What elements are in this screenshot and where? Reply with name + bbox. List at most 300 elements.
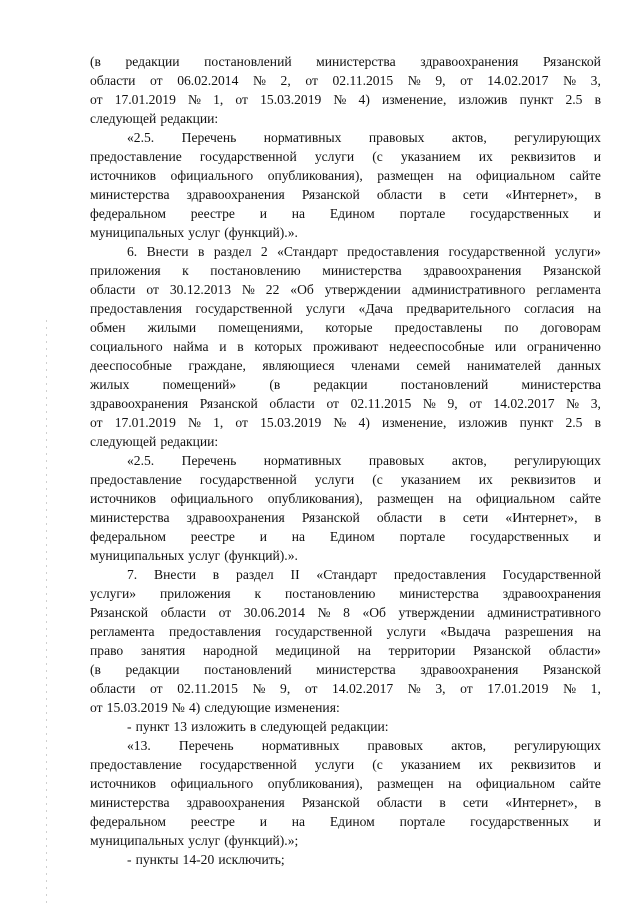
word: государственной	[195, 301, 293, 316]
word: услуги»	[90, 586, 137, 601]
word: от	[90, 415, 103, 430]
word: здравоохранения	[186, 510, 285, 525]
word: государственной	[199, 472, 297, 487]
text-line	[90, 204, 601, 223]
word: 30.06.2014	[243, 605, 305, 620]
word: официального	[170, 776, 254, 791]
word: от	[469, 396, 482, 411]
word: 15.03.2019	[260, 415, 322, 430]
text-line	[90, 90, 601, 109]
word: к	[254, 586, 262, 601]
word: от	[150, 73, 163, 88]
word: официальном	[475, 491, 555, 506]
word: раздел	[236, 567, 274, 582]
word: 2.5	[565, 415, 583, 430]
word: здравоохранения	[420, 54, 519, 69]
text-line	[90, 280, 601, 299]
word: области	[90, 681, 136, 696]
text-line	[90, 622, 601, 641]
word: приложения	[90, 263, 161, 278]
word: от	[150, 681, 163, 696]
word: области	[90, 73, 136, 88]
word: услуги	[386, 624, 426, 639]
word: 17.01.2019	[114, 415, 176, 430]
word: и	[593, 529, 601, 544]
word: и	[259, 206, 267, 221]
word: здравоохранения	[423, 263, 522, 278]
word: ограниченно	[527, 339, 601, 354]
word: Рязанской	[90, 605, 148, 620]
text-line	[90, 812, 601, 831]
word: социального	[90, 339, 163, 354]
word: опубликования),	[267, 491, 363, 506]
text-line	[90, 508, 601, 527]
word: №	[407, 73, 421, 88]
word: официального	[170, 168, 254, 183]
text-line	[90, 413, 601, 432]
word: предоставления	[90, 301, 183, 316]
word: являющиеся	[262, 358, 335, 373]
word: Рязанской	[542, 263, 601, 278]
word: постановлений	[204, 662, 292, 677]
word: министерства	[90, 510, 170, 525]
word: министерства	[399, 586, 479, 601]
word: услуг	[188, 548, 221, 563]
word: Перечень	[181, 130, 237, 145]
word: постановлений	[204, 54, 292, 69]
word: Рязанской	[301, 510, 360, 525]
word: и	[593, 149, 601, 164]
word: на	[357, 643, 371, 658]
word: пункты	[135, 852, 179, 867]
word: на	[291, 814, 306, 829]
word: административного	[411, 282, 526, 297]
word: в	[594, 92, 601, 107]
word: сети	[462, 510, 489, 525]
word: Рязанской	[542, 662, 601, 677]
word: на	[587, 301, 601, 316]
word: Рязанской	[199, 396, 258, 411]
word: №	[333, 92, 347, 107]
word: министерства	[316, 662, 396, 677]
text-line	[90, 470, 601, 489]
word: (в	[90, 662, 101, 677]
word: здравоохранения	[420, 662, 519, 677]
word: от	[235, 92, 248, 107]
word: правовых	[367, 738, 424, 753]
word: (в	[269, 377, 281, 392]
word: указанием	[400, 757, 461, 772]
word: области	[269, 396, 315, 411]
text-line	[90, 394, 601, 413]
word: раздел	[213, 244, 252, 259]
word: Внести	[154, 567, 196, 582]
word: 4)	[358, 92, 370, 107]
word: муниципальных	[90, 225, 185, 240]
word: следующей	[90, 434, 157, 449]
word: от	[218, 605, 232, 620]
word: данных	[557, 358, 601, 373]
word: «Стандарт	[277, 244, 338, 259]
word: в	[439, 187, 446, 202]
word: изменение,	[381, 92, 447, 107]
word: и	[593, 814, 601, 829]
word: области	[160, 605, 207, 620]
word: договорам	[540, 320, 601, 335]
word: занятия	[140, 643, 186, 658]
word: 2,	[280, 73, 291, 88]
word: №	[407, 681, 421, 696]
word: 14.02.2017	[332, 681, 394, 696]
word: Внести	[146, 244, 189, 259]
word: на	[448, 168, 462, 183]
word: пункт	[135, 719, 170, 734]
word: в	[594, 510, 601, 525]
word: здравоохранения	[502, 586, 601, 601]
word: на	[587, 624, 601, 639]
word: предоставлены	[394, 320, 483, 335]
word: жилыми	[147, 320, 197, 335]
word: по	[504, 320, 519, 335]
text-line	[90, 717, 601, 736]
word: 1,	[590, 681, 601, 696]
word: Едином	[329, 529, 375, 544]
word: государственной	[275, 624, 373, 639]
word: размещен	[377, 491, 434, 506]
word: федеральном	[90, 529, 166, 544]
text-line	[90, 698, 601, 717]
word: министерства	[90, 795, 170, 810]
word: в	[249, 719, 257, 734]
word: предоставление	[90, 149, 182, 164]
word: Государственной	[502, 567, 601, 582]
word: Едином	[329, 814, 375, 829]
word: портале	[399, 529, 446, 544]
word: в	[439, 510, 446, 525]
word: найма	[173, 339, 209, 354]
word: изложить	[191, 719, 246, 734]
word: редакции	[313, 377, 368, 392]
word: регулирующих	[514, 453, 601, 468]
word: в	[594, 795, 601, 810]
word: 2.5	[565, 92, 583, 107]
text-line	[90, 489, 601, 508]
text-line	[90, 641, 601, 660]
word: «Стандарт	[316, 567, 378, 582]
word: 22	[265, 282, 280, 297]
word: государственных	[470, 529, 569, 544]
word: 06.02.2014	[177, 73, 239, 88]
word: исключить;	[218, 852, 285, 867]
word: 17.01.2019	[487, 681, 549, 696]
word: услуги	[305, 301, 346, 316]
word: портале	[399, 814, 446, 829]
text-line	[90, 432, 601, 451]
word: области»	[548, 643, 601, 658]
word: II	[290, 567, 300, 582]
word: их	[478, 149, 493, 164]
word: которые	[325, 320, 373, 335]
word: реквизитов	[510, 757, 576, 772]
text-line	[90, 527, 601, 546]
word: право	[90, 643, 124, 658]
word: следующие	[204, 700, 271, 715]
word: государственной	[199, 757, 297, 772]
word: реестре	[190, 814, 235, 829]
word: к	[182, 263, 189, 278]
word: предоставления	[347, 244, 440, 259]
word: муниципальных	[90, 548, 185, 563]
word: помещений»	[162, 377, 237, 392]
text-line	[90, 850, 601, 869]
word: 02.11.2015	[332, 73, 394, 88]
word: №	[241, 282, 255, 297]
word: (функций).».	[224, 548, 298, 563]
text-line	[90, 128, 601, 147]
word: услуг	[188, 225, 221, 240]
word: 1,	[213, 92, 224, 107]
word: федеральном	[90, 206, 166, 221]
word: жилых	[90, 377, 130, 392]
text-line	[90, 736, 601, 755]
word: следующей	[260, 719, 327, 734]
word: официальном	[475, 168, 555, 183]
word: или	[494, 339, 517, 354]
word: источников	[90, 776, 157, 791]
word: утверждении	[398, 605, 475, 620]
word: редакции	[125, 662, 180, 677]
word: услуг	[188, 833, 221, 848]
word: портале	[399, 206, 446, 221]
word: актов,	[451, 453, 487, 468]
text-line	[90, 242, 601, 261]
word: указанием	[400, 149, 461, 164]
word: правовых	[368, 130, 425, 145]
word: в	[439, 795, 446, 810]
word: от	[146, 282, 159, 297]
word: 3,	[590, 73, 601, 88]
word: Рязанской	[301, 795, 360, 810]
word: «Интернет»,	[505, 187, 578, 202]
word: реквизитов	[510, 149, 576, 164]
word: №	[187, 92, 201, 107]
word: 7.	[127, 567, 138, 582]
word: области	[376, 510, 423, 525]
word: «2.5.	[127, 130, 155, 145]
word: от	[460, 73, 473, 88]
word: семей	[416, 358, 451, 373]
word: 13	[173, 719, 187, 734]
word: №	[252, 73, 266, 88]
word: сети	[462, 187, 489, 202]
text-line	[90, 565, 601, 584]
word: №	[563, 73, 577, 88]
word: от	[326, 396, 339, 411]
word: 3,	[590, 396, 601, 411]
text-line	[90, 337, 601, 356]
text-line	[90, 451, 601, 470]
word: федеральном	[90, 814, 166, 829]
word: и	[593, 472, 601, 487]
word: регламента	[536, 282, 601, 297]
word: актов,	[451, 130, 487, 145]
word: области	[90, 282, 136, 297]
word: их	[478, 472, 493, 487]
word: согласия	[524, 301, 575, 316]
word: 15.03.2019	[106, 700, 168, 715]
word: 8	[343, 605, 350, 620]
word: здравоохранения	[186, 187, 285, 202]
word: здравоохранения	[186, 795, 285, 810]
word: от	[90, 700, 103, 715]
word: изменение,	[381, 415, 447, 430]
word: №	[563, 681, 577, 696]
word: государственных	[470, 814, 569, 829]
word: на	[291, 529, 306, 544]
word: членами	[350, 358, 400, 373]
word: (функций).».	[224, 225, 298, 240]
word: и	[259, 529, 267, 544]
word: обмен	[90, 320, 126, 335]
word: редакции:	[160, 434, 219, 449]
word: услуги	[314, 757, 355, 772]
word: №	[171, 700, 185, 715]
word: 9,	[435, 73, 446, 88]
word: недееспособные	[389, 339, 485, 354]
text-line	[90, 584, 601, 603]
word: 30.12.2013	[169, 282, 231, 297]
word: редакции:	[160, 111, 219, 126]
word: изменения:	[274, 700, 340, 715]
word: №	[317, 605, 331, 620]
text-line	[90, 660, 601, 679]
word: от	[90, 92, 103, 107]
text-line	[90, 375, 601, 394]
word: здравоохранения	[90, 396, 189, 411]
word: 14.02.2017	[487, 73, 549, 88]
word: официальном	[475, 776, 555, 791]
word: сайте	[569, 491, 601, 506]
text-line	[90, 603, 601, 622]
word: постановлению	[285, 586, 376, 601]
word: и	[593, 757, 601, 772]
word: административного	[487, 605, 601, 620]
text-line	[90, 71, 601, 90]
text-line	[90, 185, 601, 204]
word: области	[376, 187, 423, 202]
word: №	[422, 396, 436, 411]
text-line	[90, 679, 601, 698]
word: сети	[462, 795, 489, 810]
word: 02.11.2015	[350, 396, 412, 411]
word: на	[291, 206, 306, 221]
word: в	[237, 339, 244, 354]
word: 02.11.2015	[177, 681, 238, 696]
word: дееспособные	[90, 358, 172, 373]
word: нормативных	[263, 130, 342, 145]
word: утверждении	[324, 282, 401, 297]
word: муниципальных	[90, 833, 185, 848]
word: №	[187, 415, 201, 430]
word: 1,	[213, 415, 224, 430]
word: от	[235, 415, 248, 430]
word: «Интернет»,	[505, 510, 578, 525]
word: пункт	[519, 415, 554, 430]
word: 4)	[188, 700, 201, 715]
word: 14-20	[182, 852, 215, 867]
word: «Об	[290, 282, 314, 297]
word: «Выдача	[440, 624, 491, 639]
word: на	[448, 491, 462, 506]
word: 17.01.2019	[114, 92, 176, 107]
word: предоставления	[393, 567, 486, 582]
word: их	[478, 757, 493, 772]
word: сайте	[569, 776, 601, 791]
word: сайте	[569, 168, 601, 183]
word: предоставление	[90, 757, 182, 772]
text-line	[90, 831, 601, 850]
word: 9,	[447, 396, 458, 411]
word: министерства	[90, 187, 170, 202]
word: №	[333, 415, 347, 430]
word: Рязанской	[542, 54, 601, 69]
word: от	[460, 681, 473, 696]
word: приложения	[159, 586, 231, 601]
word: пункт	[519, 92, 554, 107]
word: услуги	[314, 149, 355, 164]
word: 6.	[127, 244, 138, 259]
word: №	[252, 681, 266, 696]
word: 15.03.2019	[260, 92, 322, 107]
word: нормативных	[263, 453, 342, 468]
word: народной	[202, 643, 258, 658]
word: (в	[90, 54, 101, 69]
word: Рязанской	[473, 643, 532, 658]
word: 2	[260, 244, 268, 259]
word: проживают	[312, 339, 379, 354]
word: государственной	[448, 244, 546, 259]
text-line	[90, 223, 601, 242]
word: разрешения	[504, 624, 574, 639]
word: и	[259, 814, 267, 829]
word: реестре	[190, 206, 235, 221]
word: 14.02.2017	[493, 396, 555, 411]
word: указанием	[400, 472, 461, 487]
word: в	[212, 567, 220, 582]
word: официального	[170, 491, 254, 506]
word: постановлению	[210, 263, 301, 278]
word: 3,	[435, 681, 446, 696]
word: редакции:	[330, 719, 389, 734]
word: источников	[90, 168, 157, 183]
word: -	[127, 852, 132, 867]
word: от	[305, 73, 318, 88]
word: от	[304, 681, 318, 696]
word: (функций).»;	[224, 833, 299, 848]
word: Перечень	[178, 738, 234, 753]
word: услуги	[314, 472, 355, 487]
word: 4)	[358, 415, 370, 430]
text-line	[90, 261, 601, 280]
word: опубликования),	[267, 168, 363, 183]
document-body	[90, 52, 601, 869]
text-line	[90, 774, 601, 793]
word: регламента	[90, 624, 155, 639]
word: следующей	[90, 111, 157, 126]
word: регулирующих	[514, 130, 601, 145]
text-line	[90, 147, 601, 166]
word: размещен	[377, 168, 434, 183]
